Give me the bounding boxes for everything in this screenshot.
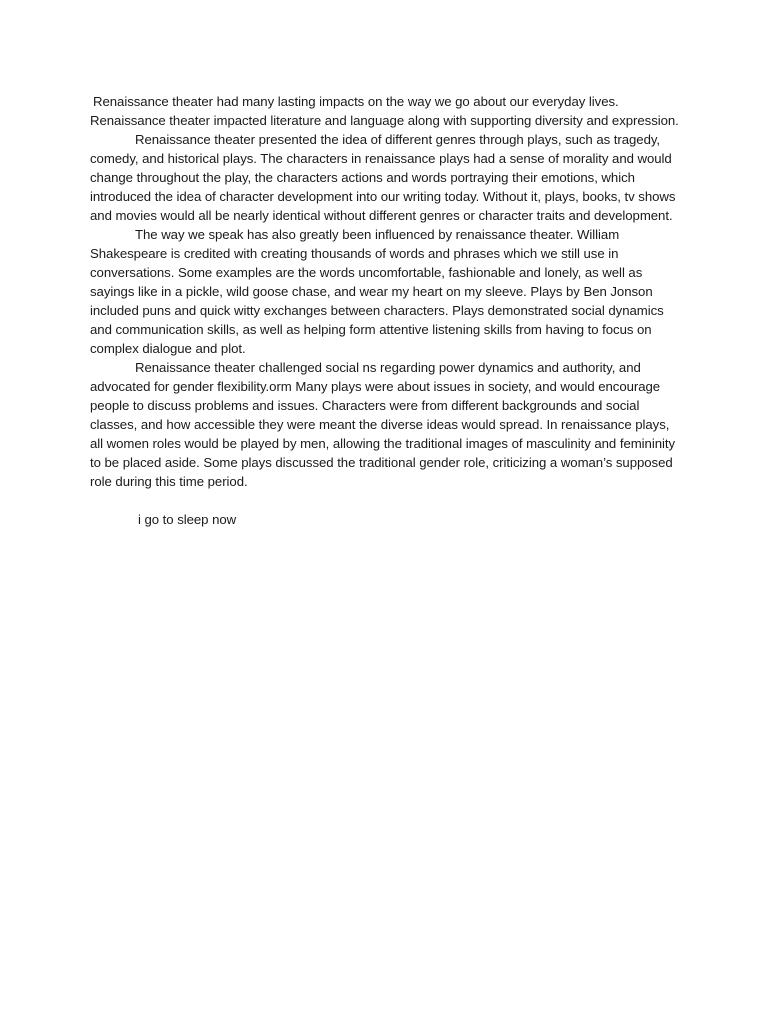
- paragraph-social-norms: Renaissance theater challenged social ns regarding power dynamics and authority, and advocated for gender flexibility.orm Many plays were about issues in society, and would encourage people to discuss problems and issues. Characters were from different backgrounds and social classes, and how accessible they were meant the diverse ideas would spread. In renaissance plays, all women roles would be played by men, allowing the traditional images of masculinity and femininity to be placed aside. Some plays discussed the traditional gender role, criticizing a woman’s supposed role during this time period.: [90, 360, 676, 489]
- document-body: [90, 92, 680, 529]
- closing-line: i go to sleep now: [138, 512, 237, 527]
- paragraph-genres: Renaissance theater presented the idea of different genres through plays, such as tragedy, comedy, and historical plays. The characters in renaissance plays had a sense of morality and would change throughout the play, the characters actions and words portraying their emotions, which introduced the idea of character development into our writing today. Without it, plays, books, tv shows and movies would all be nearly identical without different genres or character traits and development.: [90, 132, 676, 223]
- paragraph-intro: Renaissance theater had many lasting impacts on the way we go about our everyday lives. Renaissance theater impacted literature and language along with supporting diversity and expression.: [90, 94, 679, 128]
- paragraph-language: The way we speak has also greatly been influenced by renaissance theater. William Shakespeare is credited with creating thousands of words and phrases which we still use in conversations. Some examples are the words uncomfortable, fashionable and lonely, as well as sayings like in a pickle, wild goose chase, and wear my heart on my sleeve. Plays by Ben Jonson included puns and quick witty exchanges between characters. Plays demonstrated social dynamics and communication skills, as well as helping form attentive listening skills from having to focus on complex dialogue and plot.: [90, 227, 664, 356]
